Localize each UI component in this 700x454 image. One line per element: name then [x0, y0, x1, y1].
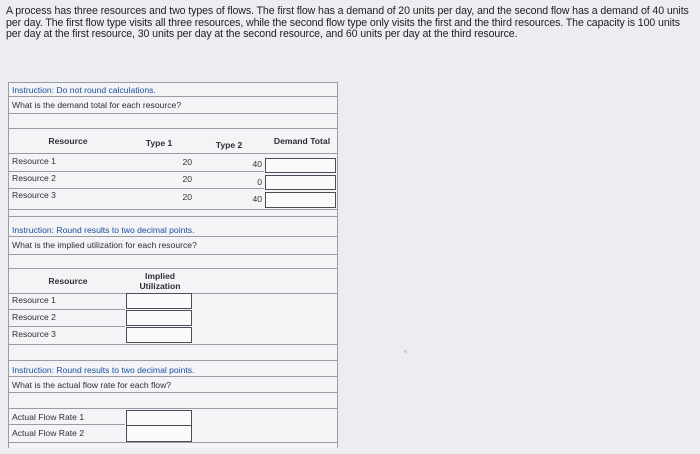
table2-row-label: Resource 2 [12, 312, 56, 322]
col-header-implied-utilization: Implied Utilization [139, 271, 181, 291]
utilization-input-resource-1[interactable] [126, 293, 192, 309]
table1-row-label: Resource 3 [12, 190, 56, 200]
row-divider [8, 209, 338, 210]
spreadsheet [8, 82, 338, 448]
sheet-border-left [8, 82, 9, 448]
demand-total-input-resource-2[interactable] [265, 175, 336, 190]
demand-total-input-resource-3[interactable] [265, 192, 336, 208]
col-header-type2: Type 2 [215, 140, 243, 150]
section3-question: What is the actual flow rate for each flow? [12, 380, 172, 390]
row-divider [8, 268, 338, 269]
table1-type1-cell: 20 [182, 192, 192, 202]
section1-question: What is the demand total for each resource? [12, 100, 182, 110]
table1-row-label: Resource 2 [12, 173, 56, 183]
col-header-resource: Resource [48, 276, 88, 286]
utilization-input-resource-2[interactable] [126, 310, 192, 326]
col-header-resource: Resource [48, 136, 88, 146]
row-divider [8, 171, 264, 172]
sheet-border-right [337, 82, 338, 448]
row-divider [8, 392, 338, 393]
row-divider [8, 326, 125, 327]
row-divider [8, 344, 338, 345]
table1-type1-cell: 20 [182, 157, 192, 167]
row-divider [8, 376, 338, 377]
row-divider [8, 309, 125, 310]
section2-question: What is the implied utilization for each resource? [12, 240, 197, 250]
col-header-demand-total: Demand Total [273, 136, 331, 146]
decorative-dot [404, 350, 407, 353]
problem-statement: A process has three resources and two types of flows. The first flow has a demand of 20 units per day, and the second flow has a demand of 40 units per day. The first flow type visits all three resources, while the second flow type only visits the first and the third resources. The capacity is 100 units per day at the first resource, 30 units per day at the second resource, and 60 units per day at the third resource. [6, 5, 689, 40]
row-divider [8, 128, 338, 129]
row-divider [8, 254, 338, 255]
table1-row-label: Resource 1 [12, 156, 56, 166]
row-divider [8, 424, 125, 425]
row-divider [8, 96, 338, 97]
utilization-input-resource-3[interactable] [126, 327, 192, 343]
section1-instruction: Instruction: Do not round calculations. [12, 85, 156, 95]
table2-row-label: Resource 1 [12, 295, 56, 305]
section3-instruction: Instruction: Round results to two decimal points. [12, 365, 195, 375]
flow-rate-input-2[interactable] [126, 425, 192, 442]
row-divider [8, 188, 264, 189]
table2-row-label: Resource 3 [12, 329, 56, 339]
row-divider [8, 408, 338, 409]
table1-type2-cell: 40 [252, 194, 262, 204]
row-divider [8, 360, 338, 361]
table1-type2-cell: 40 [252, 159, 262, 169]
col-header-type1: Type 1 [145, 138, 173, 148]
table3-row-label: Actual Flow Rate 1 [12, 412, 85, 422]
row-divider [8, 153, 338, 154]
row-divider [8, 216, 338, 217]
table1-type1-cell: 20 [182, 174, 192, 184]
section2-instruction: Instruction: Round results to two decimal points. [12, 225, 195, 235]
row-divider [8, 442, 338, 443]
row-divider [8, 113, 338, 114]
sheet-border-top [8, 82, 338, 83]
row-divider [8, 236, 338, 237]
table3-row-label: Actual Flow Rate 2 [12, 428, 85, 438]
table1-type2-cell: 0 [257, 177, 262, 187]
demand-total-input-resource-1[interactable] [265, 158, 336, 173]
